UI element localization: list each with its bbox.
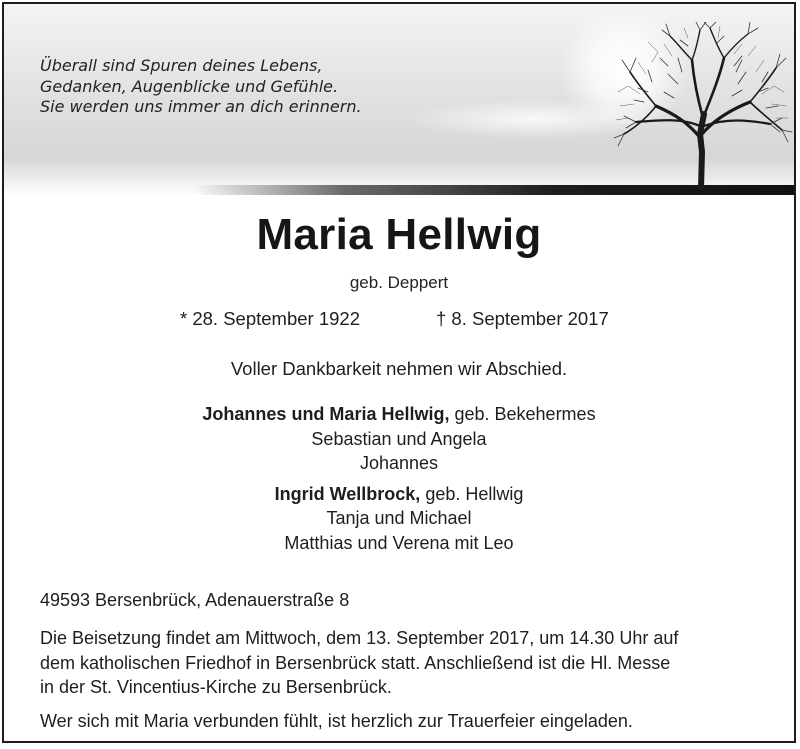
ceremony-details: [40, 626, 760, 700]
verse-line: Überall sind Spuren deines Lebens,: [40, 56, 323, 75]
ceremony-line: Die Beisetzung findet am Mittwoch, dem 13. September 2017, um 14.30 Uhr auf: [40, 628, 679, 648]
family-member: Tanja und Michael: [326, 508, 472, 528]
family-member: Johannes: [359, 453, 439, 473]
family-member: Matthias und Verena mit Leo: [284, 532, 514, 553]
family-group-maiden: geb. Bekehermes: [454, 404, 596, 424]
maiden-name: geb. Deppert: [349, 273, 449, 292]
verse-line: Gedanken, Augenblicke und Gefühle.: [40, 76, 339, 96]
bare-tree-icon: [608, 22, 794, 190]
verse-line: Sie werden uns immer an dich erinnern.: [40, 97, 362, 116]
mourning-address: [40, 588, 760, 613]
invitation-line: Wer sich mit Maria verbunden fühlt, ist herzlich zur Trauerfeier eingeladen.: [40, 711, 633, 731]
obituary-notice: [2, 2, 796, 743]
family-group-head: [4, 482, 794, 507]
family-group-names: Johannes und Maria Hellwig,: [202, 404, 450, 424]
family-group-names: Ingrid Wellbrock,: [274, 483, 421, 504]
birth-date: * 28. September 1922: [180, 308, 360, 329]
ceremony-line: dem katholischen Friedhof in Bersenbrück statt. Anschließend ist die Hl. Messe: [40, 652, 671, 673]
invitation-text: [40, 709, 760, 734]
deceased-name: Maria Hellwig: [256, 210, 542, 259]
death-date: † 8. September 2017: [436, 308, 609, 329]
mourners-list: [4, 402, 794, 555]
farewell-text: Voller Dankbarkeit nehmen wir Abschied.: [230, 358, 568, 379]
family-group-head: [4, 402, 794, 427]
address-line: 49593 Bersenbrück, Adenauerstraße 8: [40, 590, 350, 610]
memorial-verse: [40, 56, 362, 118]
family-group-maiden: geb. Hellwig: [425, 483, 524, 504]
ceremony-line: in der St. Vincentius-Kirche zu Bersenbrück.: [40, 677, 392, 697]
family-member: Sebastian und Angela: [311, 428, 487, 449]
